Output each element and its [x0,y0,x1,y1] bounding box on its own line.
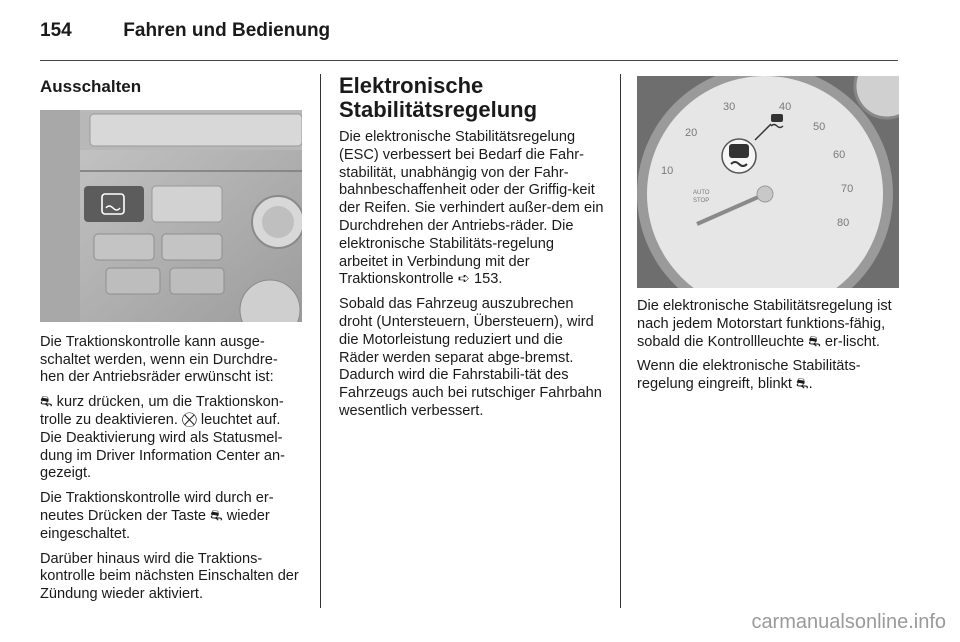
auto-stop-label: AUTO [693,190,710,196]
section-title: Fahren und Bedienung [123,20,331,41]
traction-off-icon: ⛒ [181,411,197,428]
gauge-label: 60 [833,149,846,161]
paragraph-text: er-lischt. [820,333,880,350]
paragraph [637,298,903,351]
section-heading: Elektronische Stabilitätsregelung [339,73,538,122]
traction-control-icon: ⛐ [40,394,53,411]
gauge-label: 80 [837,217,850,229]
gauge-label: 20 [685,127,698,139]
paragraph [637,358,903,394]
gauge-label: 40 [779,101,792,113]
gauge-label: 30 [723,101,736,113]
traction-control-icon: ⛐ [210,507,223,524]
column-divider [620,74,621,608]
paragraph: Darüber hinaus wird die Traktions-kontrolle beim nächsten Einschalten der Zündung wieder aktiviert. [40,550,299,603]
watermark: carmanualsonline.info [751,611,946,633]
paragraph [40,490,302,543]
auto-stop-label: STOP [693,198,710,204]
paragraph [339,129,605,289]
page-reference-arrow-icon: ➪ [457,271,474,288]
paragraph-text: . [808,376,813,393]
paragraph-text: Die elektronische Stabilitätsregelung ist nach jedem Motorstart funktions-fähig, sobald die Kontrollleuchte [637,298,892,350]
paragraph: Die Traktionskontrolle kann ausge-schaltet werden, wenn ein Durchdre-hen der Antriebsräder erwünscht ist: [40,333,278,386]
paragraph-text: Wenn die elektronische Stabilitäts-regelung eingreift, blinkt [637,358,861,393]
header-rule [40,60,898,61]
paragraph-text: Die elektronische Stabilitätsregelung (ESC) verbessert bei Bedarf die Fahr-stabilität, unabhängig von der Fahr-bahnbeschaffenheit oder der Griffig-keit der Reifen. Sie verhindert außer-dem ein Durchdrehen der Antriebs-räder. Die elektronische Stabilitäts-regelung arbeitet in Verbindung mit der Traktionskontrolle [339,129,604,288]
page-number: 154 [40,20,72,41]
paragraph: Sobald das Fahrzeug auszubrechen droht (Untersteuern, Übersteuern), wird die Motorleistung reduziert und die Räder werden separat abge-bremst. Dadurch wird die Fahrstabili-tät des Fahrzeugs auch bei rutschiger Fahrbahn wesentlich verbessert. [339,296,602,419]
page-reference[interactable]: 153. [474,271,503,288]
subsection-heading: Ausschalten [40,77,142,96]
paragraph-text: leuchtet auf. Die Deaktivierung wird als Statusmel-dung im Driver Information Center an-gezeigt. [40,411,285,482]
paragraph-text: Die Traktionskontrolle wird durch er-neutes Drücken der Taste [40,490,274,524]
paragraph-text: kurz drücken, um die Traktionskon-trolle zu deaktivieren. [40,394,284,428]
column-ausschalten [40,74,302,611]
gauge-label: 50 [813,121,826,133]
traction-control-icon: ⛐ [808,333,821,350]
column-divider [320,74,321,608]
column-esc-continued [637,298,903,401]
traction-control-icon: ⛐ [796,376,809,393]
gauge-label: 70 [841,183,854,195]
paragraph-text: wieder eingeschaltet. [40,507,270,542]
dashboard-buttons-photo [40,110,302,322]
page-header [40,20,330,42]
gauge-label: 10 [661,165,674,177]
speedometer-photo [637,76,899,288]
column-esc [339,74,605,428]
paragraph [40,394,302,483]
